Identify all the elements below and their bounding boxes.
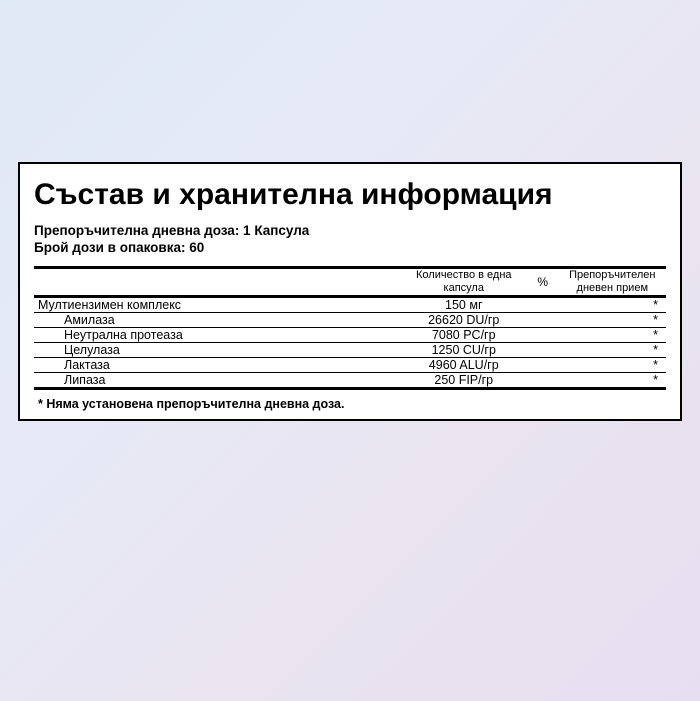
supplement-facts-panel — [18, 162, 682, 421]
row-name: Липаза — [34, 373, 401, 388]
supplement-facts-table — [34, 269, 666, 387]
page-title: Състав и хранителна информация — [34, 178, 553, 211]
column-header-amount: Количество в една капсула — [416, 269, 512, 295]
row-daily-value: * — [559, 373, 666, 388]
column-header-daily-value: Препоръчителен дневен прием — [569, 269, 656, 295]
row-name: Мултиензимен комплекс — [34, 297, 401, 313]
row-daily-value: * — [559, 313, 666, 328]
row-amount: 150 мг — [401, 297, 527, 313]
row-amount: 250 FIP/гр — [401, 373, 527, 388]
row-percent — [527, 343, 559, 358]
row-amount: 26620 DU/гр — [401, 313, 527, 328]
table-row — [34, 328, 666, 343]
row-name: Неутрална протеаза — [34, 328, 401, 343]
column-header-percent: % — [537, 275, 549, 290]
table-row — [34, 373, 666, 388]
row-daily-value: * — [559, 343, 666, 358]
row-amount: 1250 CU/гр — [401, 343, 527, 358]
row-percent — [527, 297, 559, 313]
row-percent — [527, 328, 559, 343]
footnote-text: * Няма установена препоръчителна дневна доза. — [38, 397, 345, 412]
row-percent — [527, 313, 559, 328]
row-amount: 4960 ALU/гр — [401, 358, 527, 373]
panel-inner — [20, 164, 680, 419]
row-name: Амилаза — [34, 313, 401, 328]
table-row — [34, 313, 666, 328]
servings-per-container-line: Брой дози в опаковка: 60 — [34, 240, 205, 256]
row-name: Целулаза — [34, 343, 401, 358]
serving-info — [34, 222, 666, 258]
row-daily-value: * — [559, 297, 666, 313]
column-header-name — [34, 269, 401, 296]
table-row — [34, 343, 666, 358]
row-daily-value: * — [559, 328, 666, 343]
row-percent — [527, 358, 559, 373]
serving-size-line: Препоръчителна дневна доза: 1 Капсула — [34, 222, 310, 238]
row-amount: 7080 PC/гр — [401, 328, 527, 343]
row-name: Лактаза — [34, 358, 401, 373]
row-daily-value: * — [559, 358, 666, 373]
row-percent — [527, 373, 559, 388]
table-row — [34, 358, 666, 373]
table-row — [34, 297, 666, 313]
table-header-row — [34, 269, 666, 296]
